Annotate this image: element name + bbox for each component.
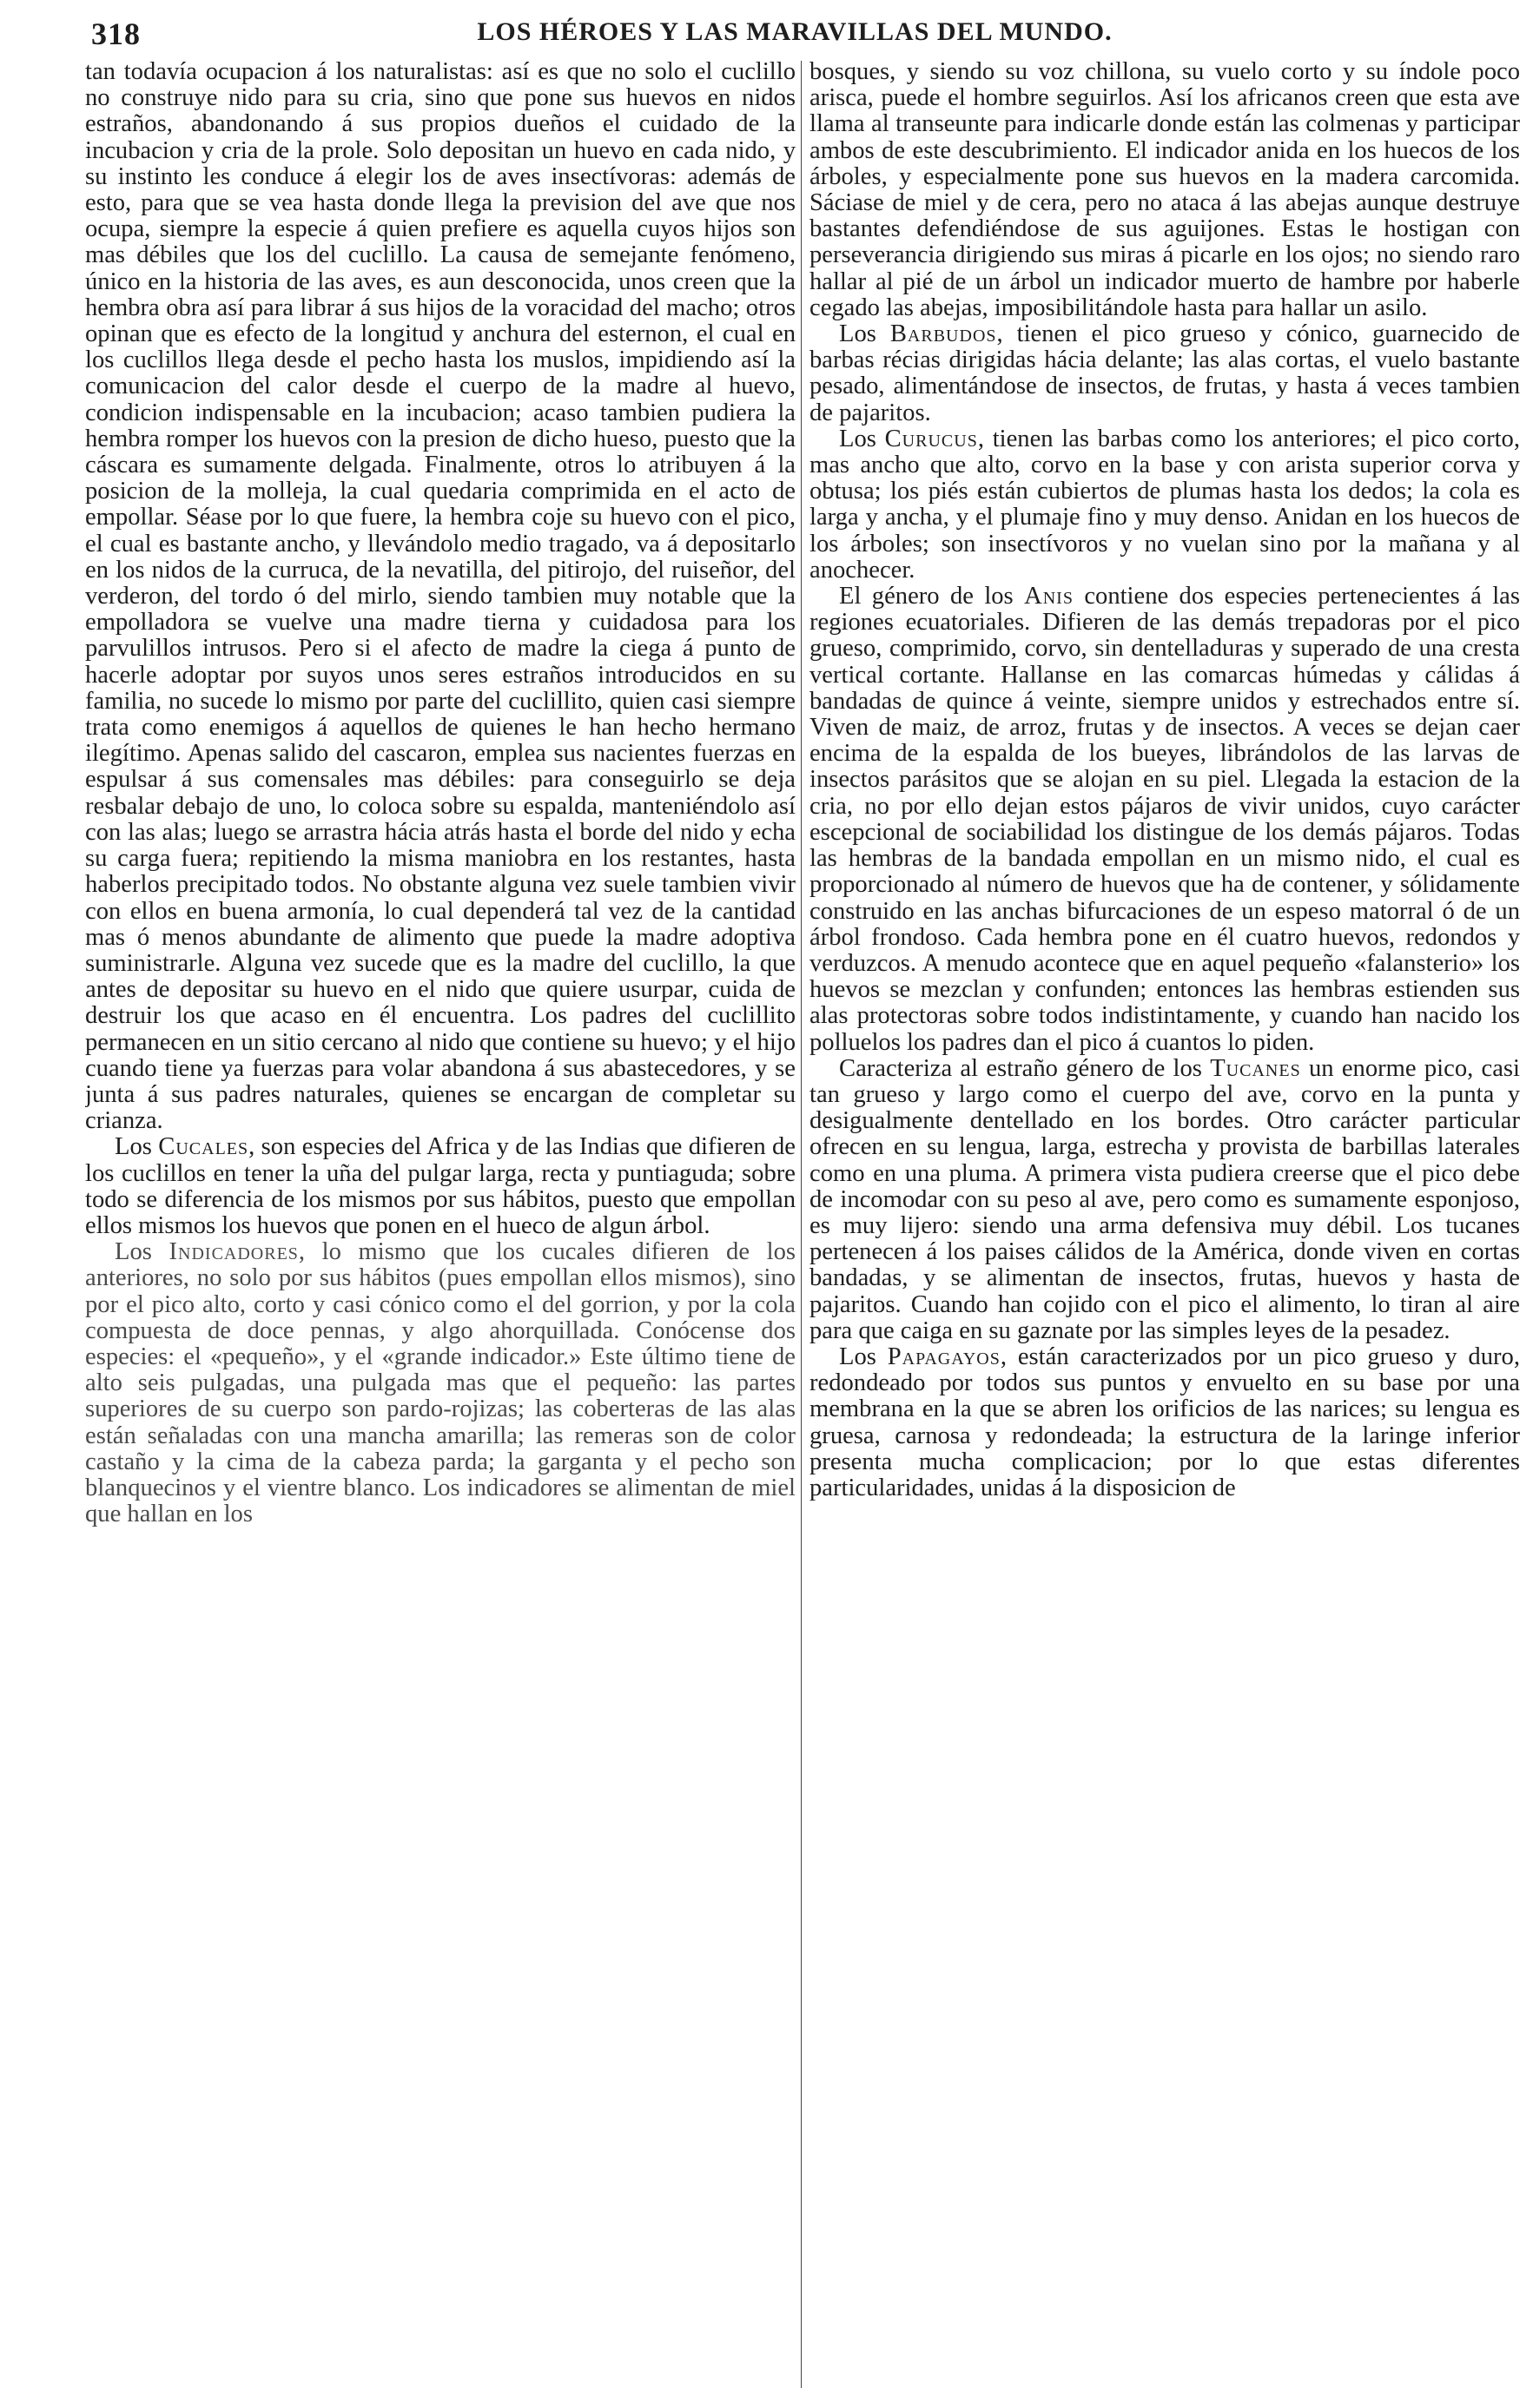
paragraph-tucanes: [809, 1056, 1520, 1344]
left-column: [85, 59, 796, 2395]
genus-name-tucanes: Tucanes: [1210, 1054, 1301, 1082]
paragraph-indicadores: [85, 1239, 796, 1527]
right-column: [809, 59, 1520, 2395]
paragraph-barbudos: [809, 321, 1520, 426]
paragraph-lead: El género de los: [839, 583, 1025, 610]
page-number: 318: [91, 16, 141, 51]
paragraph-body: , tienen el pico grueso y cónico, guarnecido de barbas récias dirigidas hácia delante; las alas cortas, el vuelo bastante pesado, alimentándose de insectos, de frutas, y hasta á veces tambien de pajaritos.: [809, 320, 1520, 426]
column-divider: [801, 61, 802, 2388]
page-header: [91, 16, 1498, 59]
genus-name-curucus: Curucus: [884, 425, 978, 452]
genus-name-cucales: Cucales: [158, 1133, 249, 1161]
genus-name-barbudos: Barbudos: [889, 320, 997, 348]
paragraph-body: , están caracterizados por un pico grueso y duro, redondeado por todos sus puntos y envuelto en su base por una membrana en la que se abren los orificios de las narices; su lengua es gruesa, carnosa y redondeada; la estructura de la laringe inferior presenta mucha complicacion; por lo que estas diferentes particularidades, unidas á la disposicion de: [809, 1343, 1520, 1501]
genus-name-indicadores: Indicadores: [168, 1238, 299, 1266]
paragraph-anis: [809, 584, 1520, 1056]
paragraph-body: contiene dos especies pertenecientes á las regiones ecuatoriales. Difieren de las demás trepadoras por el pico grueso, comprimido, corvo, sin dentelladuras y superado de una cresta vertical cortante. Hallanse en las comarcas húmedas y cálidas á bandadas de quince á veinte, siempre unidos y estrechados entre sí. Viven de maiz, de arroz, frutas y de insectos. A veces se dejan caer encima de la espalda de los bueyes, librándolos de las larvas de insectos parásitos que se alojan en su piel. Llegada la estacion de la cria, no por ello dejan estos pájaros de vivir unidos, cuyo carácter escepcional de sociabilidad los distingue de los demás pájaros. Todas las hembras de la bandada empollan en un mismo nido, el cual es proporcionado al número de huevos que ha de contener, y sólidamente construido en las anchas bifurcaciones de un espeso matorral ó de un árbol frondoso. Cada hembra pone en él cuatro huevos, redondos y verduzcos. A menudo acontece que en aquel pequeño «falansterio» los huevos se mezclan y confunden; entonces las hembras estienden sus alas protectoras sobre todos indistintamente, y cuando han nacido los polluelos los padres dan el pico á cuantos lo piden.: [809, 583, 1520, 1056]
genus-name-papagayos: Papagayos: [887, 1343, 1001, 1370]
running-title: LOS HÉROES Y LAS MARAVILLAS DEL MUNDO.: [477, 17, 1113, 46]
paragraph-cuclillo: tan todavía ocupacion á los naturalistas: así es que no solo el cuclillo no construye nido para su cria, sino que pone sus huevos en nidos estraños, abandonando á sus propios dueños el cuidado de la incubacion y cria de la prole. Solo depositan un huevo en cada nido, y su instinto les conduce á elegir los de aves insectívoras: además de esto, para que se vea hasta donde llega la prevision del ave que nos ocupa, siempre la especie á quien prefiere es aquella cuyos hijos son mas débiles que los del cuclillo. La causa de semejante fenómeno, único en la historia de las aves, es aun desconocida, unos creen que la hembra obra así para librar á sus hijos de la voracidad del macho; otros opinan que es efecto de la longitud y anchura del esternon, el cual en los cuclillos llega desde el pecho hasta los muslos, impidiendo así la comunicacion del calor desde el cuerpo de la madre al huevo, condicion indispensable en la incubacion; acaso tambien pudiera la hembra romper los huevos con la presion de dicho hueso, puesto que la cáscara es sumamente delgada. Finalmente, otros lo atribuyen á la posicion de la molleja, la cual quedaria comprimida en el acto de empollar. Séase por lo que fuere, la hembra coje su huevo con el pico, el cual es bastante ancho, y llevándolo medio tragado, va á depositarlo en los nidos de la curruca, de la nevatilla, del pitirojo, del ruiseñor, del verderon, del tordo ó del mirlo, siendo tambien muy notable que la empolladora se vuelve una madre tierna y cuidadosa para los parvulillos intrusos. Pero si el afecto de madre la ciega á punto de hacerle adoptar por suyos unos seres estraños introducidos en su familia, no sucede lo mismo por parte del cuclillito, quien casi siempre trata como enemigos á aquellos de quienes le han hecho hermano ilegítimo. Apenas salido del cascaron, emplea sus nacientes fuerzas en espulsar á sus comensales mas débiles: para conseguirlo se deja resbalar debajo de uno, lo coloca sobre su espalda, manteniéndolo así con las alas; luego se arrastra hácia atrás hasta el borde del nido y echa su carga fuera; repitiendo la misma maniobra en los restantes, hasta haberlos precipitado todos. No obstante alguna vez suele tambien vivir con ellos en buena armonía, lo cual dependerá tal vez de la cantidad mas ó menos abundante de alimento que puede la madre adoptiva suministrarle. Alguna vez sucede que es la madre del cuclillo, la que antes de depositar su huevo en el nido que quiere usurpar, cuida de destruir los que acaso en él encuentra. Los padres del cuclillito permanecen en un sitio cercano al nido que contiene su huevo; y el hijo cuando tiene ya fuerzas para volar abandona á sus abastecedores, y se junta á sus padres naturales, quienes se encargan de completar su crianza.: [85, 59, 796, 1135]
paragraph-lead: Los: [115, 1238, 169, 1266]
paragraph-lead: Los: [839, 320, 890, 348]
genus-name-anis: Anis: [1024, 583, 1074, 610]
paragraph-body: un enorme pico, casi tan grueso y largo como el cuerpo del ave, corvo en la punta y desigualmente dentellado en los bordes. Otro carácter particular ofrecen en su lengua, larga, estrecha y provista de barbillas laterales como en una pluma. A primera vista pudiera creerse que el pico debe de incomodar con su peso al ave, pero como es sumamente esponjoso, es muy lijero: siendo una arma defensiva muy débil. Los tucanes pertenecen á los paises cálidos de la América, donde viven en cortas bandadas, y se alimentan de insectos, frutas, huevos y hasta de pajaritos. Cuando han cojido con el pico el alimento, lo tiran al aire para que caiga en su gaznate por las simples leyes de la pesadez.: [809, 1054, 1520, 1344]
paragraph-papagayos: [809, 1344, 1520, 1501]
paragraph-body: , tienen las barbas como los anteriores; el pico corto, mas ancho que alto, corvo en la base y con arista superior corva y obtusa; los piés están cubiertos de plumas hasta los dedos; la cola es larga y ancha, y el plumaje fino y muy denso. Anidan en los huecos de los árboles; son insectívoros y no vuelan sino por la mañana y al anochecer.: [809, 425, 1520, 584]
paragraph-curucus: [809, 426, 1520, 584]
paragraph-body: , lo mismo que los cucales difieren de los anteriores, no solo por sus hábitos (pues empollan ellos mismos), sino por el pico alto, corto y casi cónico como el del gorrion, y por la cola compuesta de doce pennas, y algo ahorquillada. Conócense dos especies: el «pequeño», y el «grande indicador.» Este último tiene de alto seis pulgadas, una pulgada mas que el pequeño: las partes superiores de su cuerpo son pardo-rojizas; las coberteras de las alas están señaladas con una mancha amarilla; las remeras son de color castaño y la cima de la cabeza parda; la garganta y el pecho son blanquecinos y el vientre blanco. Los indicadores se alimentan de miel que hallan en los: [85, 1238, 796, 1528]
paragraph-lead: Caracteriza al estraño género de los: [839, 1054, 1211, 1082]
paragraph-indicador-continued: bosques, y siendo su voz chillona, su vuelo corto y su índole poco arisca, puede el hombre seguirlos. Así los africanos creen que esta ave llama al transeunte para indicarle donde están las colmenas y participar ambos de este descubrimiento. El indicador anida en los huecos de los árboles, y especialmente pone sus huevos en la madera carcomida. Sáciase de miel y de cera, pero no ataca á las abejas aunque destruye bastantes defendiéndose de sus aguijones. Estas le hostigan con perseverancia dirigiendo sus miras á picarle en los ojos; no siendo raro hallar al pié de un árbol un indicador muerto de hambre por haberle cegado las abejas, imposibilitándole hasta para hallar un asilo.: [809, 59, 1520, 321]
paragraph-body: , son especies del Africa y de las Indias que difieren de los cuclillos en tener la uña del pulgar larga, recta y puntiaguda; sobre todo se diferencia de los mismos por sus hábitos, puesto que empollan ellos mismos los huevos que ponen en el hueco de algun árbol.: [85, 1133, 796, 1239]
paragraph-lead: Los: [115, 1133, 159, 1161]
paragraph-lead: Los: [839, 425, 885, 452]
paragraph-cucales: [85, 1134, 796, 1239]
paragraph-lead: Los: [839, 1343, 888, 1370]
